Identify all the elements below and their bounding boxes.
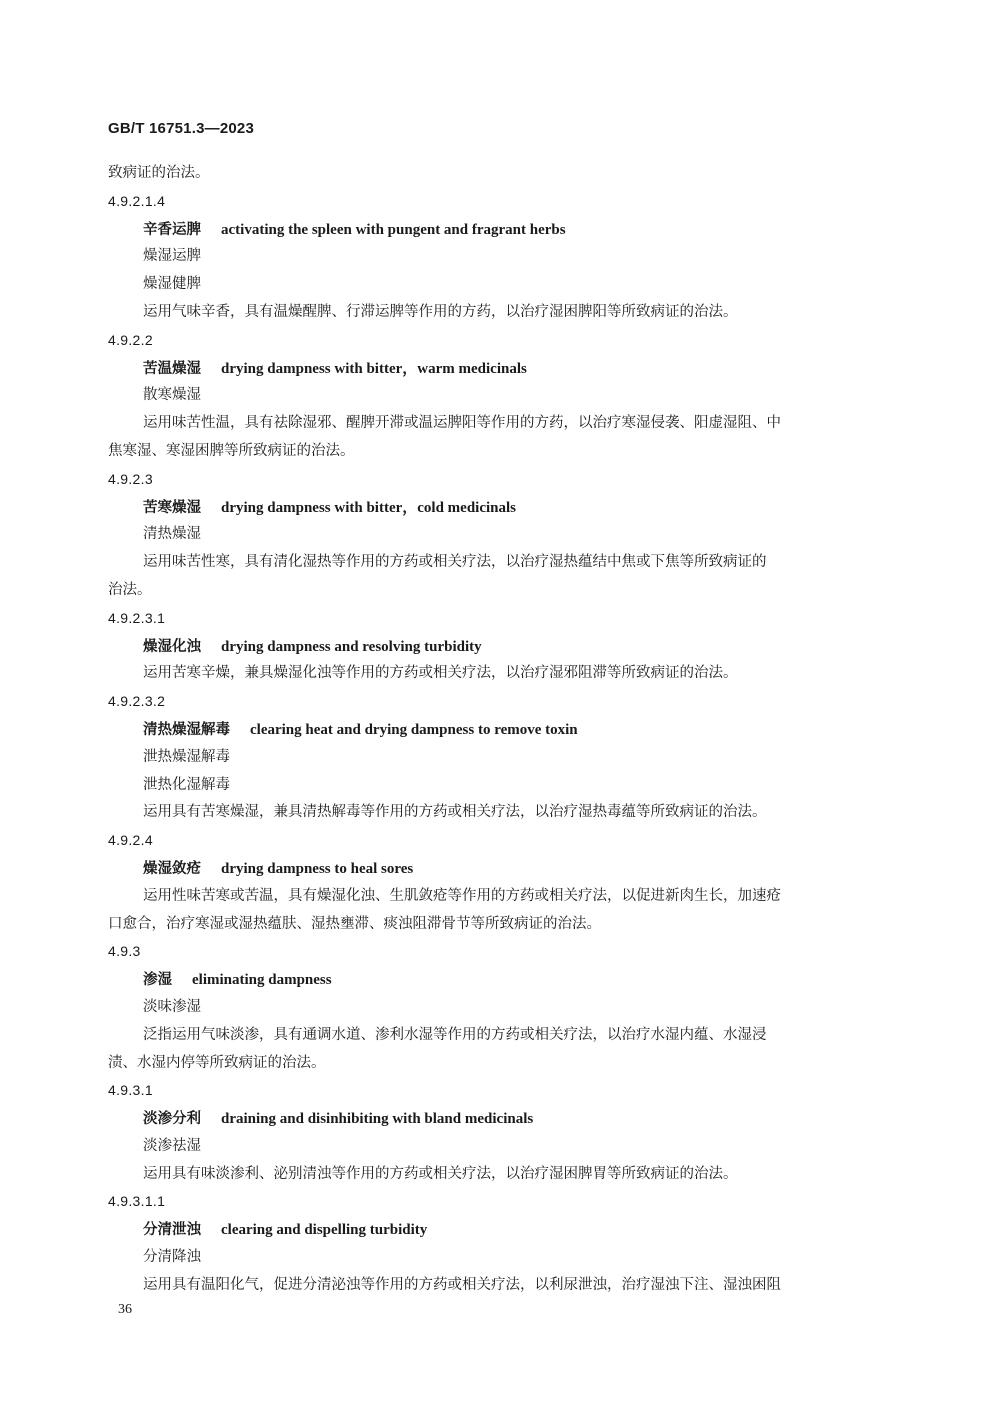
term-english: activating the spleen with pungent and fragrant herbs: [221, 221, 566, 238]
term-chinese: 清热燥湿解毒: [143, 720, 230, 738]
clause-number: 4.9.3.1: [108, 1082, 153, 1099]
term-entry: [108, 633, 883, 661]
term-chinese: 燥湿敛疮: [143, 859, 201, 877]
continuation-text: 致病证的治法。: [108, 165, 210, 181]
continuation-text: 焦寒湿、寒湿困脾等所致病证的治法。: [108, 442, 355, 459]
continuation-text: 渍、水湿内停等所致病证的治法。: [108, 1054, 326, 1071]
definition-text: 运用气味辛香，具有温燥醒脾、行滞运脾等作用的方药，以治疗湿困脾阳等所致病证的治法。: [143, 303, 738, 320]
synonym-term: 分清降浊: [143, 1249, 201, 1266]
clause-number: 4.9.3.1.1: [108, 1193, 166, 1210]
continuation-text: 治法。: [108, 581, 152, 598]
synonym-term: 燥湿运脾: [143, 248, 201, 265]
term-chinese: 苦温燥湿: [143, 359, 201, 377]
term-entry: [108, 1216, 883, 1244]
term-english: draining and disinhibiting with bland medicinals: [221, 1111, 534, 1128]
synonym-term: 清热燥湿: [143, 526, 201, 543]
term-english: drying dampness and resolving turbidity: [221, 638, 482, 655]
document-body: [108, 160, 883, 1300]
definition-text: 运用味苦性温，具有祛除湿邪、醒脾开滞或温运脾阳等作用的方药，以治疗寒湿侵袭、阳虚湿阻、中: [143, 415, 781, 432]
synonym-term: 燥湿健脾: [143, 276, 201, 293]
term-entry: [108, 494, 883, 522]
term-english: drying dampness to heal sores: [221, 860, 414, 877]
definition-text: 运用性味苦寒或苦温，具有燥湿化浊、生肌敛疮等作用的方药或相关疗法，以促进新肉生长，加速疮: [143, 887, 781, 904]
definition-text: 运用味苦性寒，具有清化湿热等作用的方药或相关疗法，以治疗湿热蕴结中焦或下焦等所致病证的: [143, 554, 767, 571]
term-entry: [108, 355, 883, 383]
term-entry: [108, 855, 883, 883]
term-chinese: 淡渗分利: [143, 1110, 201, 1128]
clause-number: 4.9.3: [108, 943, 141, 960]
term-english: clearing heat and drying dampness to remove toxin: [250, 721, 578, 738]
term-chinese: 辛香运脾: [143, 220, 201, 238]
synonym-term: 淡味渗湿: [143, 998, 201, 1015]
page-number: 36: [118, 1302, 132, 1317]
clause-number: 4.9.2.3: [108, 470, 153, 487]
term-entry: [108, 966, 883, 994]
term-english: drying dampness with bitter，cold medicinals: [221, 499, 517, 516]
clause-number: 4.9.2.4: [108, 832, 153, 849]
term-english: clearing and dispelling turbidity: [221, 1222, 428, 1239]
clause-number: 4.9.2.1.4: [108, 192, 166, 209]
synonym-term: 散寒燥湿: [143, 387, 201, 404]
term-english: drying dampness with bitter，warm medicinals: [221, 360, 527, 377]
clause-number: 4.9.2.3.2: [108, 693, 166, 710]
clause-number: 4.9.2.3.1: [108, 609, 166, 626]
term-chinese: 苦寒燥湿: [143, 498, 201, 516]
definition-text: 运用具有温阳化气，促进分清泌浊等作用的方药或相关疗法，以利尿泄浊，治疗湿浊下注、湿浊困阻: [143, 1276, 781, 1293]
term-english: eliminating dampness: [192, 972, 332, 989]
definition-text: 泛指运用气味淡渗，具有通调水道、渗利水湿等作用的方药或相关疗法，以治疗水湿内蕴、水湿浸: [143, 1026, 767, 1043]
clause-number: 4.9.2.2: [108, 331, 153, 348]
definition-text: 运用具有苦寒燥湿，兼具清热解毒等作用的方药或相关疗法，以治疗湿热毒蕴等所致病证的治法。: [143, 804, 767, 821]
synonym-term: 淡渗祛湿: [143, 1137, 201, 1154]
synonym-term: 泄热燥湿解毒: [143, 748, 230, 765]
term-chinese: 燥湿化浊: [143, 637, 201, 655]
term-entry: [108, 216, 883, 244]
standard-number: GB/T 16751.3—2023: [108, 120, 254, 137]
definition-text: 运用具有味淡渗利、泌别清浊等作用的方药或相关疗法，以治疗湿困脾胃等所致病证的治法。: [143, 1165, 738, 1182]
continuation-text: 口愈合，治疗寒湿或湿热蕴肤、湿热壅滞、痰浊阻滞骨节等所致病证的治法。: [108, 915, 601, 932]
term-entry: [108, 716, 883, 744]
term-chinese: 分清泄浊: [143, 1221, 201, 1239]
synonym-term: 泄热化湿解毒: [143, 776, 230, 793]
term-chinese: 渗湿: [143, 971, 172, 989]
term-entry: [108, 1105, 883, 1133]
definition-text: 运用苦寒辛燥，兼具燥湿化浊等作用的方药或相关疗法，以治疗湿邪阻滞等所致病证的治法。: [143, 665, 738, 682]
